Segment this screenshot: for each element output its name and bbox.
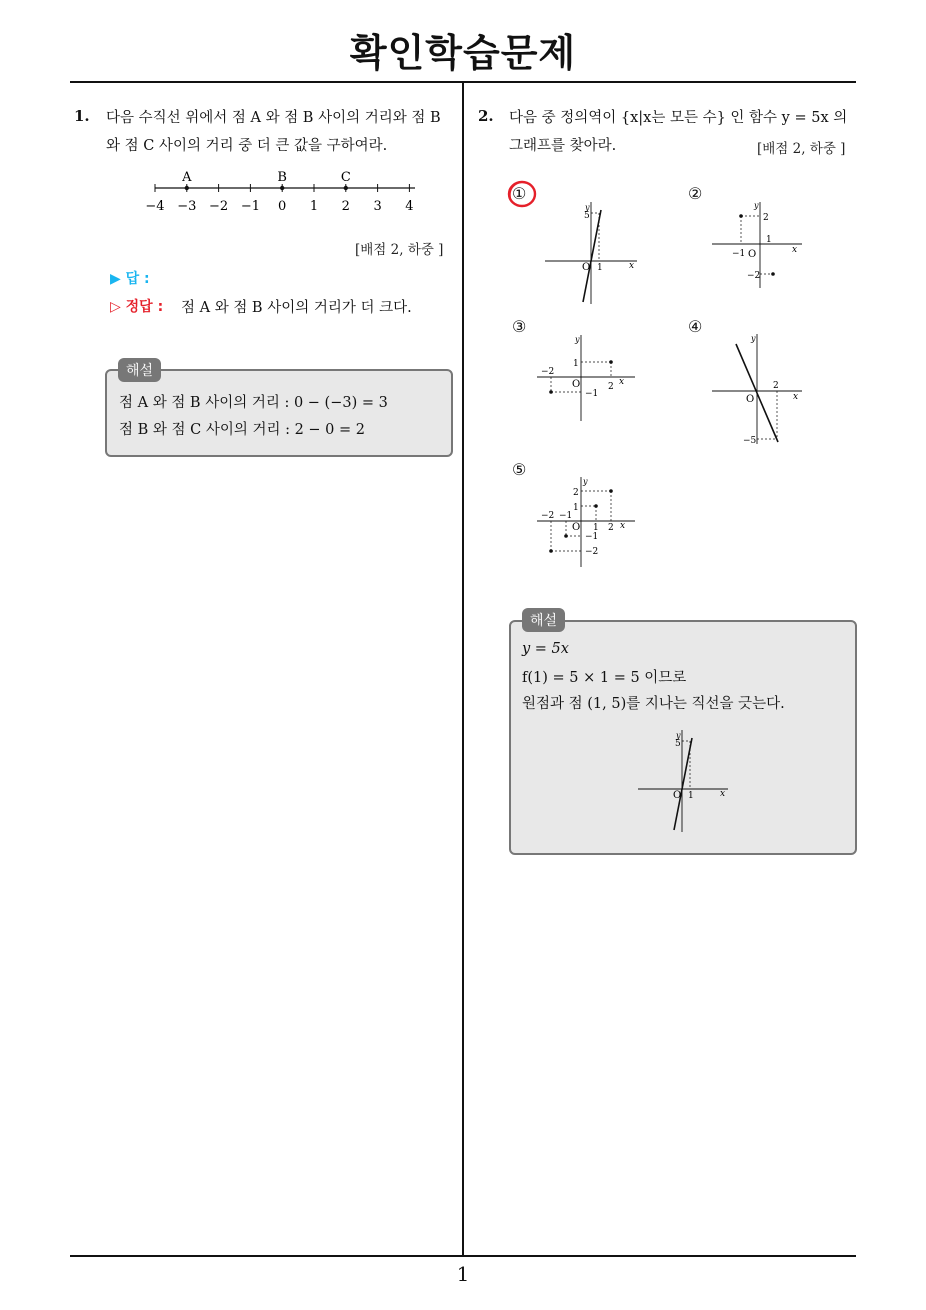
number-line-tick-label: 3 [373, 199, 382, 214]
g5-x2-label: 2 [608, 523, 614, 533]
explanation-1-line-2: 점 B 와 점 C 사이의 거리 : 2 − 0 = 2 [119, 422, 365, 438]
g3-x-pos-label: 2 [608, 382, 614, 392]
g5-y-axis-label: y [583, 477, 588, 486]
option-1[interactable]: ① [512, 184, 527, 203]
g2-y-one-label: 1 [766, 235, 772, 245]
g3-x-axis-label: x [619, 377, 625, 387]
g5-x-axis-label: x [620, 521, 626, 531]
g2-origin-label: O [748, 249, 757, 260]
question-1-number: 1. [74, 107, 90, 125]
page-title: 확인학습문제 [349, 31, 577, 75]
graph-option-3 [535, 333, 640, 423]
correct-answer-label: ▷ 정답 : [110, 299, 164, 315]
question-2-number: 2. [478, 107, 494, 125]
g3-x-neg-label: −2 [541, 367, 555, 377]
g2-y-axis-label: y [754, 201, 759, 210]
number-line-point [185, 186, 189, 190]
number-line-tick-label: −2 [209, 199, 229, 214]
question-2-line-2: 그래프를 찾아라. [509, 138, 617, 154]
graph-option-4 [710, 332, 810, 447]
bottom-rule [70, 1255, 856, 1257]
number-line-tick-label: −1 [240, 199, 260, 214]
option-2[interactable]: ② [688, 184, 703, 203]
explanation-tag-2: 해설 [522, 608, 565, 632]
g4-x-axis-label: x [793, 392, 799, 402]
question-2-score: [배점 2, 하중 ] [757, 141, 846, 157]
option-3[interactable]: ③ [512, 317, 527, 336]
number-line-points [181, 170, 351, 190]
g3-y-neg-label: −1 [585, 389, 599, 399]
g5-x1-label: 1 [593, 523, 599, 533]
question-1-line-2: 와 점 C 사이의 거리 중 더 큰 값을 구하여라. [106, 138, 388, 154]
number-line-tick-label: −4 [145, 199, 165, 214]
g1-x-tick-label: 1 [597, 263, 603, 273]
explanation-1-line-1: 점 A 와 점 B 사이의 거리 : 0 − (−3) = 3 [119, 395, 388, 411]
graph-option-5 [535, 475, 640, 570]
number-line-point [344, 186, 348, 190]
question-1-line-1: 다음 수직선 위에서 점 A 와 점 B 사이의 거리와 점 B [106, 110, 441, 126]
explanation-2-line-3: 원점과 점 (1, 5)를 지나는 직선을 긋는다. [522, 696, 785, 712]
g3-origin-label: O [572, 379, 581, 390]
eg-y-tick-label: 5 [675, 739, 681, 749]
eg-x-tick-label: 1 [688, 791, 694, 801]
g4-x-pos-label: 2 [773, 381, 779, 391]
number-line-tick-label: 4 [405, 199, 414, 214]
g3-y-axis-label: y [575, 335, 580, 344]
g2-x-neg-label: −1 [732, 249, 746, 259]
number-line [140, 162, 430, 222]
explanation-box-1 [105, 369, 453, 457]
page-number: 1 [456, 1262, 470, 1286]
question-1-score: [배점 2, 하중 ] [355, 242, 444, 258]
g5-xn1-label: −1 [559, 511, 573, 521]
g5-yn1-label: −1 [585, 532, 599, 542]
number-line-tick-label: −3 [177, 199, 197, 214]
g4-origin-label: O [746, 394, 755, 405]
explanation-graph [636, 728, 736, 833]
number-line-tick-label: 2 [341, 199, 350, 214]
graph-option-1 [545, 200, 645, 305]
g5-xn2-label: −2 [541, 511, 555, 521]
number-line-tick-label: 0 [278, 199, 287, 214]
g1-x-axis-label: x [629, 261, 635, 271]
number-line-point [280, 186, 284, 190]
g2-x-axis-label: x [792, 245, 798, 255]
g1-origin-label: O [582, 262, 591, 273]
selected-answer-circle [504, 178, 540, 210]
g1-y-tick-label: 5 [584, 211, 590, 221]
option-4[interactable]: ④ [688, 317, 703, 336]
option-5[interactable]: ⑤ [512, 460, 527, 479]
column-divider [462, 83, 464, 1256]
number-line-point-label: C [340, 170, 351, 185]
answer-label: ▶ 답 : [110, 271, 150, 287]
g5-yn2-label: −2 [585, 547, 599, 557]
number-line-point-label: B [277, 170, 287, 185]
question-2-line-1: 다음 중 정의역이 {x|x는 모든 수} 인 함수 y = 5x 의 [509, 110, 848, 126]
explanation-tag-1: 해설 [118, 358, 161, 382]
explanation-2-line-1: y = 5x [522, 641, 569, 657]
question-1-text [106, 104, 441, 160]
number-line-tick-label: 1 [309, 199, 319, 214]
correct-answer-text: 점 A 와 점 B 사이의 거리가 더 크다. [181, 300, 412, 316]
g5-origin-label: O [572, 522, 581, 533]
g5-y1-label: 1 [573, 503, 579, 513]
g5-y2-label: 2 [573, 488, 579, 498]
g4-y-neg-label: −5 [743, 436, 757, 446]
g3-y-top-label: 1 [573, 359, 579, 369]
g1-y-axis-label: y [585, 203, 590, 212]
g4-y-axis-label: y [751, 334, 756, 343]
eg-x-axis-label: x [720, 789, 726, 799]
number-line-point-label: A [182, 170, 192, 185]
eg-y-axis-label: y [676, 731, 681, 740]
g2-y-top-label: 2 [763, 213, 769, 223]
g2-y-bot-label: −2 [747, 271, 761, 281]
explanation-2-line-2: f(1) = 5 × 1 = 5 이므로 [522, 670, 687, 686]
eg-origin-label: O [673, 790, 682, 801]
graph-option-2 [710, 200, 810, 290]
